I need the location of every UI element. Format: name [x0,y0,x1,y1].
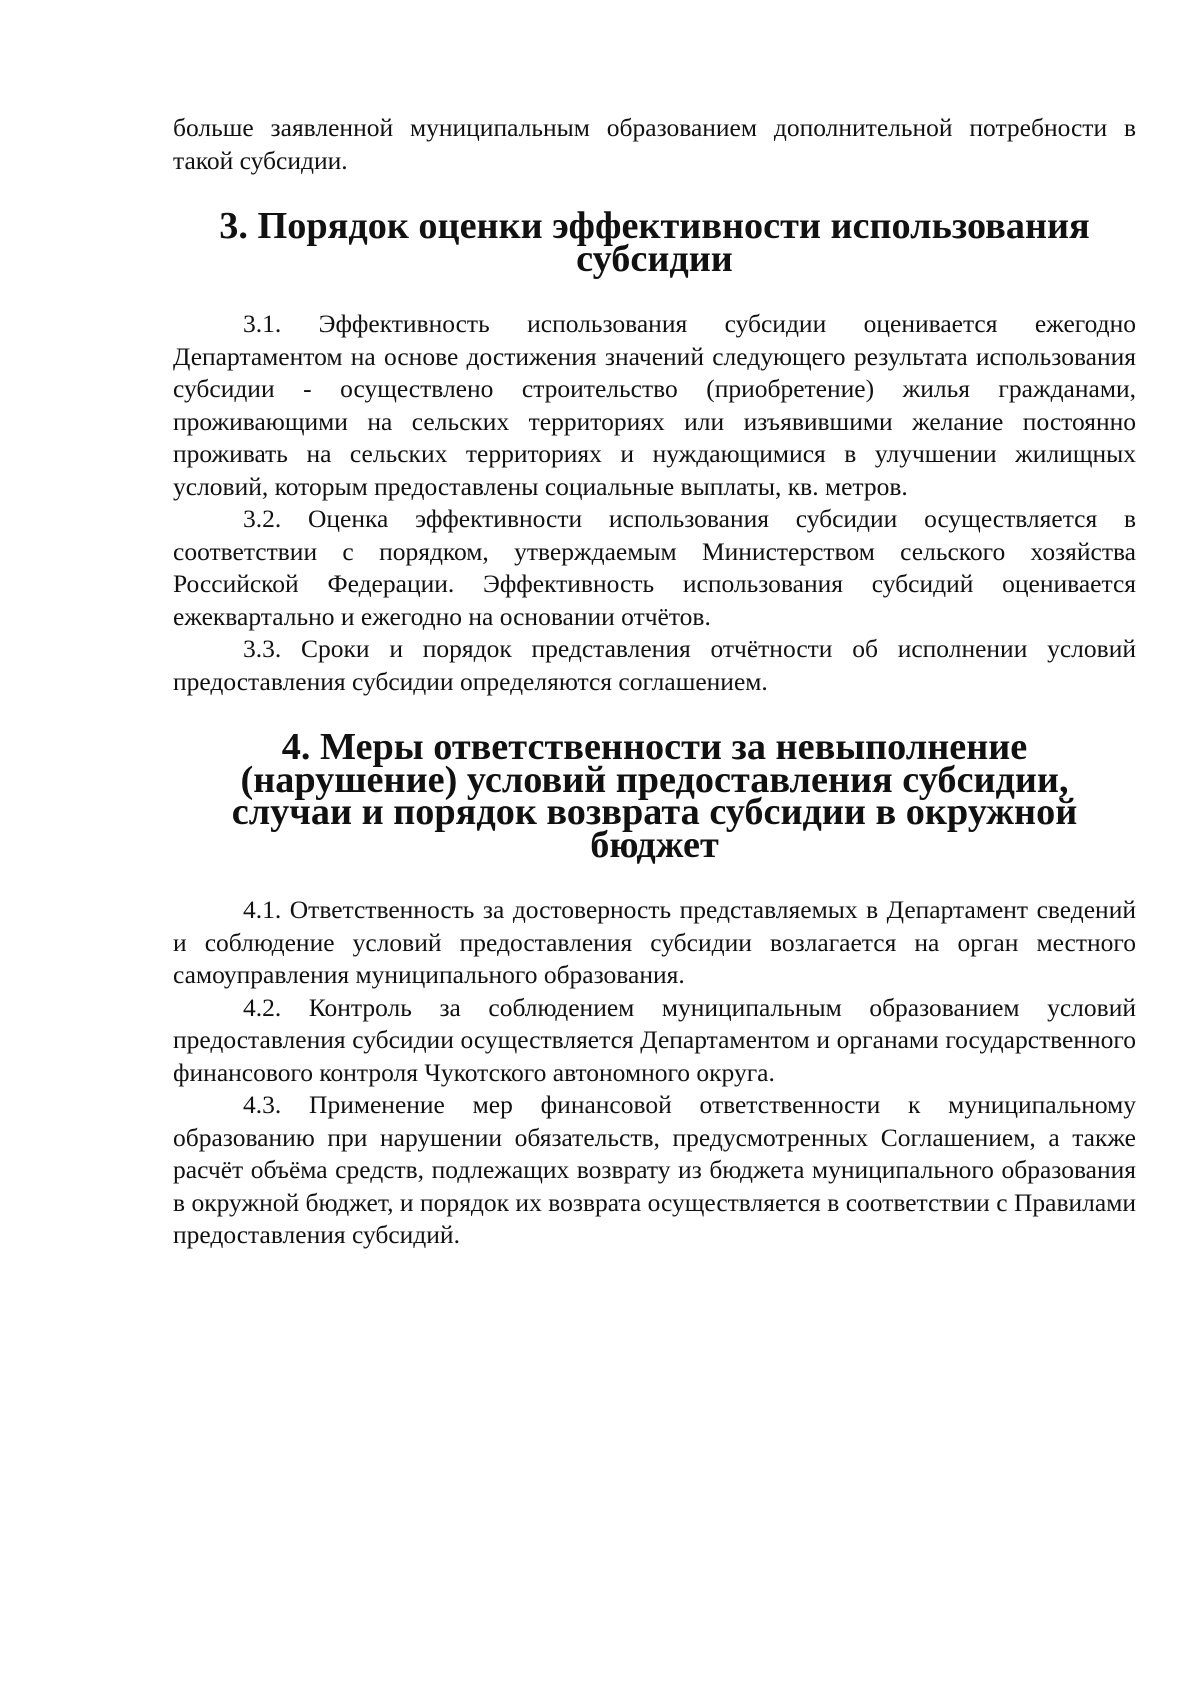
paragraph-4-1: 4.1. Ответственность за достоверность представляемых в Департамент сведений и соблюдение условий предоставления субсидии возлагается на орган местного самоуправления муниципального образования. [173,895,1136,989]
paragraph-4-2: 4.2. Контроль за соблюдением муниципальным образованием условий предоставления субсидии осуществляется Департаментом и органами государственного финансового контроля Чукотского автономного округа. [173,992,1136,1087]
paragraph-3-1: 3.1. Эффективность использования субсидии оценивается ежегодно Департаментом на основе достижения значений следующего результата использования субсидии - осуществлено строительство (приобретение) жилья гражданами, проживающими на сельских территориях или изъявившими желание постоянно проживать на сельских территориях и нуждающимися в улучшении жилищных условий, которым предоставлены социальные выплаты, кв. метров. [173,309,1136,501]
paragraph-3-2: 3.2. Оценка эффективности использования субсидии осуществляется в соответствии с порядком, утверждаемым Министерством сельского хозяйства Российской Федерации. Эффективность использования субсидий оценивается ежеквартально и ежегодно на основании отчётов. [173,504,1136,631]
paragraph-4-3: 4.3. Применение мер финансовой ответственности к муниципальному образованию при нарушении обязательств, предусмотренных Соглашением, а также расчёт объёма средств, подлежащих возврату из бюджета муниципального образования в окружной бюджет, и порядок их возврата осуществляется в соответствии с Правилами предоставления субсидий. [173,1090,1136,1249]
document-page [173,112,1136,1252]
continuation-paragraph: больше заявленной муниципальным образованием дополнительной потребности в такой субсидии. [173,113,1136,175]
section-4-heading: 4. Меры ответственности за невыполнение (нарушение) условий предоставления субсидии, случаи и порядок возврата субсидии в окружной бюджет [231,726,1078,866]
paragraph-3-3: 3.3. Сроки и порядок представления отчётности об исполнении условий предоставления субсидии определяются соглашением. [173,634,1136,696]
section-3-heading: 3. Порядок оценки эффективности использования субсидии [219,205,1090,280]
